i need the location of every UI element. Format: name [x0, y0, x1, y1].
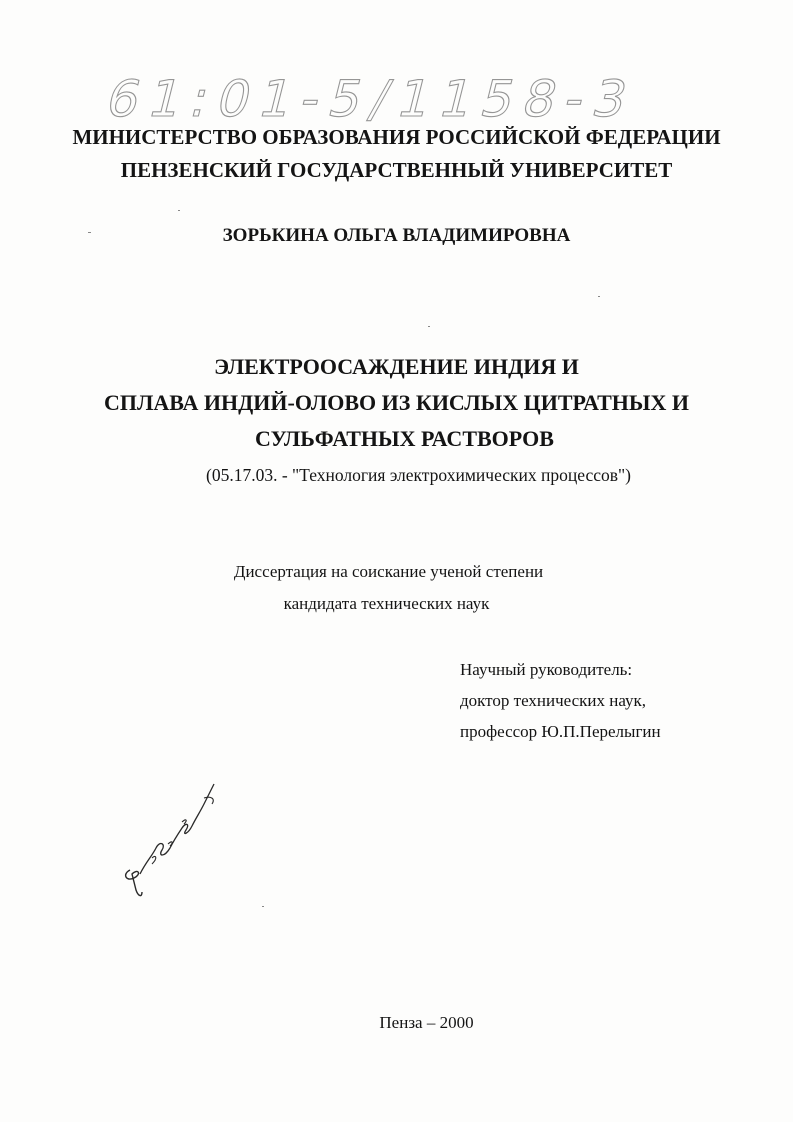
supervisor-degree: доктор технических наук,	[460, 691, 647, 710]
ministry-name: МИНИСТЕРСТВО ОБРАЗОВАНИЯ РОССИЙСКОЙ ФЕДЕРАЦИИ	[72, 125, 721, 149]
university-name: ПЕНЗЕНСКИЙ ГОСУДАРСТВЕННЫЙ УНИВЕРСИТЕТ	[120, 158, 673, 182]
thesis-title-line-2: СПЛАВА ИНДИЙ-ОЛОВО ИЗ КИСЛЫХ ЦИТРАТНЫХ И	[103, 390, 690, 415]
scan-speck	[88, 232, 91, 233]
author-name: ЗОРЬКИНА ОЛЬГА ВЛАДИМИРОВНА	[222, 225, 571, 246]
handwritten-signature	[112, 778, 222, 908]
scan-speck	[598, 296, 600, 297]
city-and-year: Пенза – 2000	[379, 1013, 474, 1032]
archive-stamp: 61:01-5/1158-3	[100, 70, 644, 128]
thesis-title-line-3: СУЛЬФАТНЫХ РАСТВОРОВ	[255, 426, 554, 451]
supervisor-name: профессор Ю.П.Перелыгин	[460, 722, 661, 741]
specialty-code: (05.17.03. - "Технология электрохимических процессов")	[206, 465, 631, 485]
scan-speck	[178, 210, 180, 211]
scan-speck	[262, 906, 264, 907]
scan-speck	[428, 326, 430, 327]
thesis-title-line-1: ЭЛЕКТРООСАЖДЕНИЕ ИНДИЯ И	[214, 354, 579, 379]
dissertation-type-line-2: кандидата технических наук	[283, 594, 490, 613]
supervisor-label: Научный руководитель:	[460, 660, 633, 679]
dissertation-type-line-1: Диссертация на соискание ученой степени	[233, 562, 544, 581]
